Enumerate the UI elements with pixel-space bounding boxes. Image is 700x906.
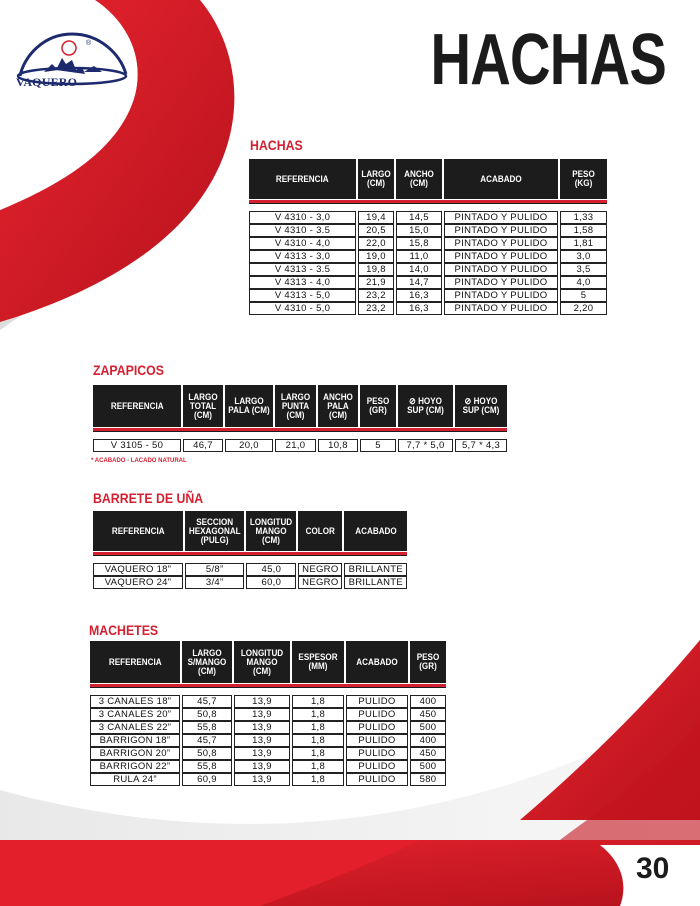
column-header: ANCHO PALA (CM) bbox=[318, 385, 358, 427]
column-header: REFERENCIA bbox=[90, 641, 180, 683]
machetes-table-header bbox=[90, 641, 446, 683]
hachas-table-body bbox=[249, 199, 607, 315]
section-title-machetes: MACHETES bbox=[89, 622, 159, 638]
table-row: VAQUERO 18” 5/8” 45,0 NEGRO BRILLANTE bbox=[93, 563, 407, 576]
table-row: BARRIGON 22” 55,8 13,9 1,8 PULIDO 500 bbox=[90, 760, 446, 773]
zapapicos-table-body bbox=[93, 427, 507, 452]
section-title-barrete: BARRETE DE UÑA bbox=[93, 490, 204, 506]
table-row: V 4310 - 3,0 19,4 14,5 PINTADO Y PULIDO 1,33 bbox=[249, 211, 607, 224]
column-header: ANCHO (CM) bbox=[396, 159, 442, 199]
hachas-table bbox=[247, 159, 609, 315]
registered-mark: ® bbox=[86, 40, 92, 47]
column-header: REFERENCIA bbox=[93, 385, 181, 427]
machetes-table-body bbox=[90, 683, 446, 786]
column-header: ACABADO bbox=[444, 159, 558, 199]
column-header: LARGO (CM) bbox=[358, 159, 394, 199]
column-header: REFERENCIA bbox=[249, 159, 356, 199]
table-row: V 4310 - 4,0 22,0 15,8 PINTADO Y PULIDO 1,81 bbox=[249, 237, 607, 250]
column-header: LARGO PUNTA (CM) bbox=[275, 385, 316, 427]
barrete-table-header bbox=[93, 511, 407, 551]
table-row: V 3105 - 50 46,7 20,0 21,0 10,8 5 7,7 * 5,0 5,7 * 4,3 bbox=[93, 439, 507, 452]
column-header: ⊘ HOYO SUP (CM) bbox=[455, 385, 507, 427]
table-row: V 4310 - 5,0 23,2 16,3 PINTADO Y PULIDO 2,20 bbox=[249, 302, 607, 315]
barrete-table bbox=[91, 511, 409, 589]
table-row: BARRIGON 18” 45,7 13,9 1,8 PULIDO 400 bbox=[90, 734, 446, 747]
page-title: HACHAS bbox=[430, 20, 666, 100]
finish-note: * ACABADO - LACADO NATURAL bbox=[91, 458, 187, 464]
column-header: PESO (KG) bbox=[560, 159, 607, 199]
table-row: V 4313 - 4,0 21,9 14,7 PINTADO Y PULIDO 4,0 bbox=[249, 276, 607, 289]
column-header: PESO (GR) bbox=[360, 385, 396, 427]
page-number: 30 bbox=[636, 852, 670, 885]
column-header: LARGO TOTAL (CM) bbox=[183, 385, 223, 427]
table-row: BARRIGON 20” 50,8 13,9 1,8 PULIDO 450 bbox=[90, 747, 446, 760]
zapapicos-table bbox=[91, 385, 509, 452]
column-header: ⊘ HOYO SUP (CM) bbox=[398, 385, 453, 427]
section-title-hachas: HACHAS bbox=[250, 137, 303, 153]
column-header: REFERENCIA bbox=[93, 511, 183, 551]
table-row: V 4313 - 5,0 23,2 16,3 PINTADO Y PULIDO 5 bbox=[249, 289, 607, 302]
table-row: V 4313 - 3.5 19,8 14,0 PINTADO Y PULIDO 3,5 bbox=[249, 263, 607, 276]
brand-name: VAQUERO bbox=[16, 75, 78, 89]
section-title-zapapicos: ZAPAPICOS bbox=[93, 362, 164, 378]
table-row: VAQUERO 24” 3/4” 60,0 NEGRO BRILLANTE bbox=[93, 576, 407, 589]
column-header: SECCION HEXAGONAL (PULG) bbox=[185, 511, 244, 551]
column-header: LARGO S/MANGO (CM) bbox=[182, 641, 232, 683]
column-header: LONGITUD MANGO (CM) bbox=[246, 511, 296, 551]
machetes-table bbox=[88, 641, 448, 786]
hachas-table-header bbox=[249, 159, 607, 199]
table-row: 3 CANALES 18” 45,7 13,9 1,8 PULIDO 400 bbox=[90, 695, 446, 708]
table-row: 3 CANALES 20” 50,8 13,9 1,8 PULIDO 450 bbox=[90, 708, 446, 721]
table-row: RULA 24” 60,9 13,9 1,8 PULIDO 580 bbox=[90, 773, 446, 786]
column-header: ACABADO bbox=[344, 511, 407, 551]
zapapicos-table-header bbox=[93, 385, 507, 427]
barrete-table-body bbox=[93, 551, 407, 589]
column-header: ACABADO bbox=[346, 641, 408, 683]
column-header: PESO (GR) bbox=[410, 641, 446, 683]
column-header: COLOR bbox=[298, 511, 342, 551]
column-header: ESPESOR (MM) bbox=[292, 641, 344, 683]
table-row: 3 CANALES 22” 55,8 13,9 1,8 PULIDO 500 bbox=[90, 721, 446, 734]
column-header: LONGITUD MANGO (CM) bbox=[234, 641, 290, 683]
table-row: V 4310 - 3.5 20,5 15,0 PINTADO Y PULIDO 1,58 bbox=[249, 224, 607, 237]
column-header: LARGO PALA (CM) bbox=[225, 385, 273, 427]
table-row: V 4313 - 3,0 19,0 11,0 PINTADO Y PULIDO 3,0 bbox=[249, 250, 607, 263]
